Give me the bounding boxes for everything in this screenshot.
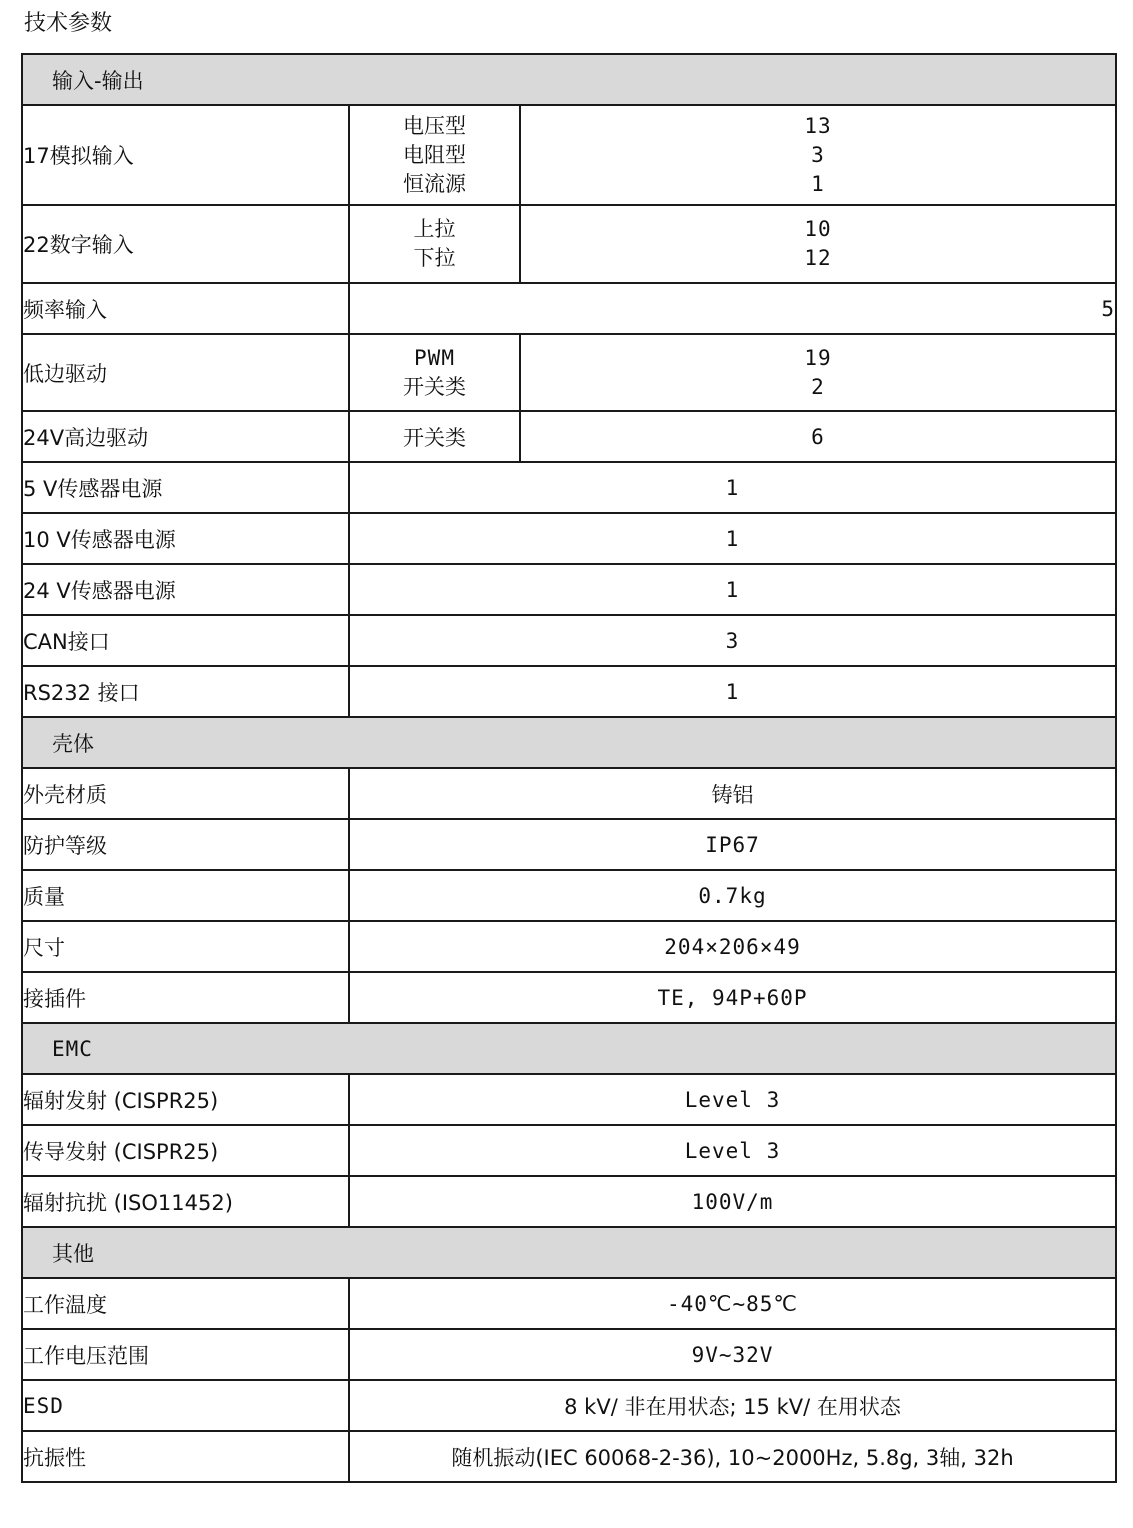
value-label: 2 xyxy=(811,374,825,399)
table-row-low-side-driver xyxy=(22,334,1116,411)
value-label: 1 xyxy=(811,171,825,196)
value-cell: Level 3 xyxy=(349,1125,1116,1176)
type-cell: 开关类 xyxy=(349,411,520,462)
table-row-vibration xyxy=(22,1431,1116,1482)
page-title: 技术参数 xyxy=(24,11,113,36)
value-cell: 3 xyxy=(349,615,1116,666)
type-cell xyxy=(349,205,520,283)
value-cell xyxy=(520,105,1116,205)
type-label: 恒流源 xyxy=(403,171,466,196)
row-label: 24V高边驱动 xyxy=(22,411,349,462)
value-cell: TE, 94P+60P xyxy=(349,972,1116,1023)
section-header-io: 输入-输出 xyxy=(22,54,1116,105)
value-cell: Level 3 xyxy=(349,1074,1116,1125)
value-cell: 1 xyxy=(349,462,1116,513)
value-cell: 1 xyxy=(349,513,1116,564)
row-label: 17模拟输入 xyxy=(22,105,349,205)
table-row-radiated-emission xyxy=(22,1074,1116,1125)
type-label: 开关类 xyxy=(403,374,466,399)
type-label: PWM xyxy=(414,345,455,370)
value-cell: IP67 xyxy=(349,819,1116,870)
value-cell: 铸铝 xyxy=(349,768,1116,819)
spec-table xyxy=(21,53,1117,1483)
table-row-esd xyxy=(22,1380,1116,1431)
value-label: 13 xyxy=(804,113,832,138)
type-label: 电阻型 xyxy=(403,142,466,167)
value-cell: 6 xyxy=(520,411,1116,462)
row-label: 5 V传感器电源 xyxy=(22,462,349,513)
value-cell: 100V/m xyxy=(349,1176,1116,1227)
row-label: 辐射抗扰 (ISO11452) xyxy=(22,1176,349,1227)
row-label: 外壳材质 xyxy=(22,768,349,819)
row-label: 工作电压范围 xyxy=(22,1329,349,1380)
section-header-emc: EMC xyxy=(22,1023,1116,1074)
table-row-high-side-driver xyxy=(22,411,1116,462)
section-row-housing xyxy=(22,717,1116,768)
type-label: 下拉 xyxy=(413,246,456,270)
value-cell: 随机振动(IEC 60068-2-36), 10~2000Hz, 5.8g, 3轴, 32h xyxy=(349,1431,1116,1482)
table-row-rs232 xyxy=(22,666,1116,717)
type-cell xyxy=(349,334,520,411)
row-label: 辐射发射 (CISPR25) xyxy=(22,1074,349,1125)
table-row-material xyxy=(22,768,1116,819)
table-row-sensor-24v xyxy=(22,564,1116,615)
section-row-io xyxy=(22,54,1116,105)
row-label: 质量 xyxy=(22,870,349,921)
value-cell xyxy=(520,205,1116,283)
value-label: 12 xyxy=(804,246,832,270)
row-label: 接插件 xyxy=(22,972,349,1023)
type-label: 上拉 xyxy=(413,217,456,241)
table-row-sensor-10v xyxy=(22,513,1116,564)
value-cell: 5 xyxy=(349,283,1116,334)
value-cell: 1 xyxy=(349,564,1116,615)
row-label: 24 V传感器电源 xyxy=(22,564,349,615)
table-row-frequency-input xyxy=(22,283,1116,334)
table-row-conducted-emission xyxy=(22,1125,1116,1176)
section-row-emc xyxy=(22,1023,1116,1074)
row-label: ESD xyxy=(22,1380,349,1431)
row-label: 工作温度 xyxy=(22,1278,349,1329)
table-row-sensor-5v xyxy=(22,462,1116,513)
row-label: CAN接口 xyxy=(22,615,349,666)
value-cell: 8 kV/ 非在用状态; 15 kV/ 在用状态 xyxy=(349,1380,1116,1431)
section-header-housing: 壳体 xyxy=(22,717,1116,768)
value-label: 3 xyxy=(811,142,825,167)
value-cell: 204×206×49 xyxy=(349,921,1116,972)
section-header-other: 其他 xyxy=(22,1227,1116,1278)
value-cell: 1 xyxy=(349,666,1116,717)
type-cell xyxy=(349,105,520,205)
row-label: 频率输入 xyxy=(22,283,349,334)
value-cell xyxy=(520,334,1116,411)
table-row-can xyxy=(22,615,1116,666)
table-row-digital-input xyxy=(22,205,1116,283)
value-label: 19 xyxy=(804,345,832,370)
row-label: 传导发射 (CISPR25) xyxy=(22,1125,349,1176)
table-row-operating-temp xyxy=(22,1278,1116,1329)
table-row-analog-input xyxy=(22,105,1116,205)
value-label: 10 xyxy=(804,217,832,241)
section-row-other xyxy=(22,1227,1116,1278)
table-row-operating-voltage xyxy=(22,1329,1116,1380)
value-cell: 0.7kg xyxy=(349,870,1116,921)
table-row-size xyxy=(22,921,1116,972)
row-label: 22数字输入 xyxy=(22,205,349,283)
table-row-protection xyxy=(22,819,1116,870)
row-label: 尺寸 xyxy=(22,921,349,972)
table-row-radiated-immunity xyxy=(22,1176,1116,1227)
value-cell: 9V~32V xyxy=(349,1329,1116,1380)
row-label: 抗振性 xyxy=(22,1431,349,1482)
row-label: 10 V传感器电源 xyxy=(22,513,349,564)
row-label: 低边驱动 xyxy=(22,334,349,411)
table-row-weight xyxy=(22,870,1116,921)
row-label: 防护等级 xyxy=(22,819,349,870)
value-cell: -40℃~85℃ xyxy=(349,1278,1116,1329)
table-row-connector xyxy=(22,972,1116,1023)
type-label: 电压型 xyxy=(403,113,466,138)
row-label: RS232 接口 xyxy=(22,666,349,717)
